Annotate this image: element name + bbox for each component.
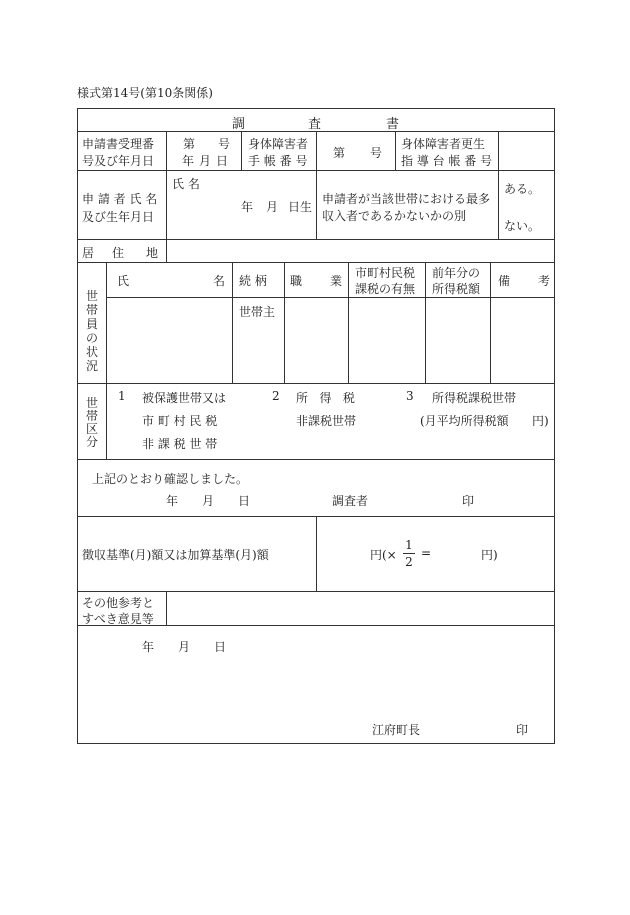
rule [106,383,107,459]
yen-open: 円(× [370,548,397,562]
rule [77,262,555,263]
applicant-label: 及び生年月日 [82,210,155,224]
rule [166,591,167,625]
col-remarks: 考 [538,274,551,288]
register-label: 身体障害者更生 [401,137,486,151]
household-category-label: 世 帯 区 分 [86,396,99,449]
rule [490,262,491,383]
collection-standard-label: 徴収基準(月)額又は加算基準(月)額 [82,548,269,562]
rule [395,131,396,170]
col-name: 名 [213,274,226,288]
number-char: 号 [218,137,231,151]
date-char: 日 [216,154,229,168]
category-1-text: 非 課 税 世 帯 [142,437,218,451]
category-3-yen: 円) [532,414,549,428]
head-of-household: 世帯主 [239,305,276,319]
rule [498,170,499,239]
footer-date-char: 日 [214,640,227,654]
category-3-number: 3 [406,389,414,403]
date-char: 年 [182,154,195,168]
rule [166,131,167,170]
rule [348,262,349,383]
yen-close: 円) [481,548,498,562]
col-prev-income-tax: 前年分の [432,266,481,280]
number-char: 第 [333,146,346,160]
col-remarks: 備 [498,274,511,288]
address-char: 居 [82,246,95,260]
max-earner-question: 収入者であるかないかの別 [322,209,467,223]
category-2-text: 非課税世帯 [296,414,357,428]
confirmation-statement: 上記のとおり確認しました。 [92,472,249,486]
birth-char: 月 [266,200,279,214]
equals-sign: = [421,546,432,560]
application-no-label: 号及び年月日 [82,154,155,168]
max-earner-question: 申請者が当該世帯における最多 [322,192,491,206]
rule [77,239,555,240]
col-occupation: 業 [330,274,343,288]
footer-date-char: 年 [142,640,155,654]
category-3-text: 所得税課税世帯 [432,391,517,405]
col-prev-income-tax: 所得税額 [432,282,481,296]
birth-char: 年 [241,200,254,214]
seal-mark: 印 [462,494,475,508]
number-char: 号 [370,146,383,160]
applicant-label: 申 請 者 氏 名 [82,192,158,206]
other-label: その他参考と [82,596,155,610]
rule [166,170,167,239]
birth-char: 日生 [288,200,313,214]
rule [166,239,167,262]
household-members-label: 世 帯 員 の 状 況 [86,289,99,373]
category-1-number: 1 [118,389,126,403]
category-1-text: 市 町 村 民 税 [142,414,218,428]
date-char: 月 [199,154,212,168]
rule [284,262,285,383]
investigator-label: 調査者 [332,494,369,508]
rule [316,516,317,591]
rule [241,131,242,170]
col-tax-status: 課税の有無 [355,282,416,296]
col-occupation: 職 [290,274,303,288]
seal-mark: 印 [516,723,529,737]
title-char-1: 調 [232,117,246,132]
rule [77,383,555,384]
name-label: 氏 名 [172,177,200,191]
rule [316,170,317,239]
fraction-denominator: 2 [405,555,413,569]
mayor-label: 江府町長 [372,723,421,737]
fraction-bar [403,553,415,554]
rule [498,131,499,170]
option-yes: ある。 [504,182,541,196]
rule [232,262,233,383]
confirm-date-char: 年 [166,494,179,508]
handbook-label: 身体障害者 [248,137,309,151]
confirm-date-char: 月 [202,494,215,508]
other-label: すべき意見等 [82,612,154,626]
rule [77,591,555,592]
address-char: 住 [112,246,125,260]
col-tax-status: 市町村民税 [355,266,416,280]
rule [316,131,317,170]
fraction-numerator: 1 [405,538,413,552]
rule [77,459,555,460]
option-no: ない。 [504,219,541,233]
rule [425,262,426,383]
title-char-2: 査 [308,117,322,132]
category-2-text: 所 得 税 [296,391,355,405]
category-2-number: 2 [272,389,280,403]
number-char: 第 [183,137,196,151]
col-relation: 続 柄 [239,274,267,288]
confirm-date-char: 日 [238,494,251,508]
rule [106,262,107,383]
title-char-3: 書 [386,117,400,132]
rule [106,297,555,298]
col-name: 氏 [117,274,130,288]
form-number: 様式第14号(第10条関係) [77,86,213,100]
register-label: 指 導 台 帳 番 号 [401,154,493,168]
address-char: 地 [146,246,159,260]
application-no-label: 申請書受理番 [82,137,155,151]
category-1-text: 被保護世帯又は [142,391,227,405]
footer-date-char: 月 [178,640,191,654]
category-3-text: (月平均所得税額 [420,414,509,428]
handbook-label: 手 帳 番 号 [248,154,308,168]
